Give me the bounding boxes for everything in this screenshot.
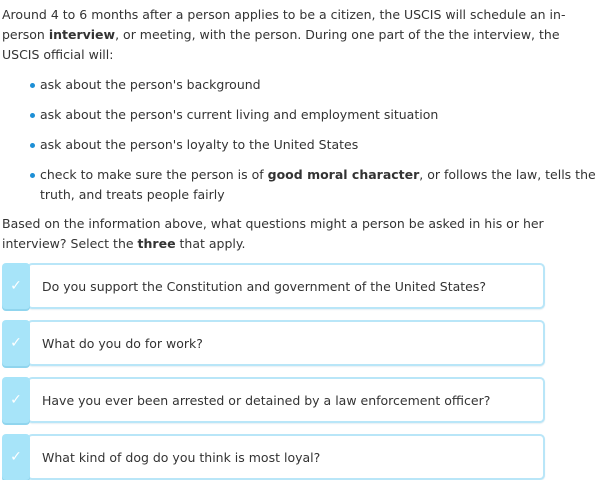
passage-bullet-item: ask about the person's loyalty to the United States (2, 135, 598, 155)
answer-option-label: What kind of dog do you think is most loyal? (27, 434, 545, 480)
answer-option-label: Have you ever been arrested or detained by a law enforcement officer? (27, 377, 545, 423)
check-icon: ✓ (10, 278, 22, 294)
checkbox-checked[interactable] (2, 320, 30, 366)
question-text: Based on the information above, what questions might a person be asked in his or her interview? Select the three that apply. (2, 216, 544, 251)
answer-options (2, 263, 598, 480)
check-icon: ✓ (10, 335, 22, 351)
answer-option-4[interactable] (2, 434, 545, 480)
checkbox-checked[interactable] (2, 377, 30, 423)
passage-bullet-item: ask about the person's background (2, 75, 598, 95)
check-icon: ✓ (10, 449, 22, 465)
check-icon: ✓ (10, 392, 22, 408)
passage-bullet-item: ask about the person's current living and employment situation (2, 105, 598, 125)
passage-intro: Around 4 to 6 months after a person applies to be a citizen, the USCIS will schedule an in-person interview, or meeting, with the person. During one part of the the interview, the USCIS official will: (2, 7, 566, 62)
answer-option-3[interactable] (2, 377, 545, 423)
passage-bullet-list (2, 75, 598, 205)
answer-option-label: Do you support the Constitution and government of the United States? (27, 263, 545, 309)
answer-option-2[interactable] (2, 320, 545, 366)
checkbox-checked[interactable] (2, 434, 30, 480)
answer-option-1[interactable] (2, 263, 545, 309)
passage-bullet-item: check to make sure the person is of good moral character, or follows the law, tells the truth, and treats people fairly (2, 165, 598, 205)
answer-option-label: What do you do for work? (27, 320, 545, 366)
checkbox-checked[interactable] (2, 263, 30, 309)
